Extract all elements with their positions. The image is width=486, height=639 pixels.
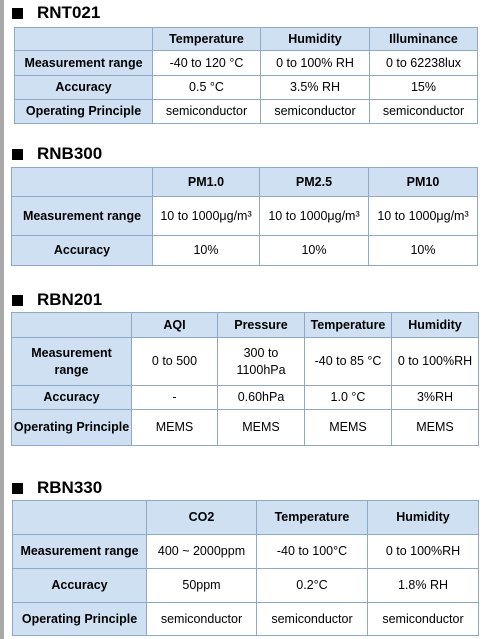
value-cell: semiconductor xyxy=(257,603,368,636)
header-cell: Temperature xyxy=(305,313,392,338)
value-cell: 0 to 500 xyxy=(132,338,218,386)
section-title-text: RNT021 xyxy=(37,3,101,22)
value-cell: semiconductor xyxy=(368,603,479,636)
section-title-text: RBN330 xyxy=(37,478,103,497)
spec-table-rnb300 xyxy=(11,167,478,266)
value-cell: semiconductor xyxy=(153,100,261,124)
table-header-row xyxy=(12,168,478,197)
value-cell: 3%RH xyxy=(392,386,479,410)
value-cell: semiconductor xyxy=(370,100,478,124)
value-cell: 10 to 1000μg/m³ xyxy=(369,197,478,236)
table-header-row xyxy=(13,501,479,535)
header-cell: Pressure xyxy=(218,313,305,338)
header-corner-cell xyxy=(12,313,132,338)
row-header-cell: Accuracy xyxy=(13,569,147,603)
header-corner-cell xyxy=(13,501,147,535)
header-cell: PM10 xyxy=(369,168,478,197)
value-cell: 1.8% RH xyxy=(368,569,479,603)
header-cell: Temperature xyxy=(153,28,261,51)
row-header-cell: Measurement range xyxy=(12,197,153,236)
value-cell: 0 to 62238lux xyxy=(370,51,478,76)
header-corner-cell xyxy=(15,28,153,51)
section-title-text: RNB300 xyxy=(37,144,103,163)
value-cell: 50ppm xyxy=(147,569,257,603)
value-cell: MEMS xyxy=(218,410,305,446)
value-cell: 3.5% RH xyxy=(261,76,370,100)
value-cell: 300 to 1100hPa xyxy=(218,338,305,386)
bullet-square-icon xyxy=(12,149,23,160)
header-cell: Illuminance xyxy=(370,28,478,51)
row-header-cell: Operating Principle xyxy=(12,410,132,446)
value-cell: semiconductor xyxy=(147,603,257,636)
header-corner-cell xyxy=(12,168,153,197)
value-cell: - xyxy=(132,386,218,410)
header-cell: AQI xyxy=(132,313,218,338)
value-cell: MEMS xyxy=(132,410,218,446)
value-cell: 0 to 100% RH xyxy=(261,51,370,76)
value-cell: semiconductor xyxy=(261,100,370,124)
header-cell: Humidity xyxy=(392,313,479,338)
row-header-cell: Measurement range xyxy=(12,338,132,386)
section-title-text: RBN201 xyxy=(37,290,103,309)
row-header-cell: Accuracy xyxy=(15,76,153,100)
value-cell: 10% xyxy=(260,236,369,266)
table-row xyxy=(12,338,479,386)
table-row xyxy=(12,386,479,410)
table-row xyxy=(15,76,478,100)
section-title-rbn330 xyxy=(12,478,102,498)
table-row xyxy=(12,236,478,266)
spec-table-rbn330 xyxy=(12,500,479,636)
value-cell: -40 to 120 °C xyxy=(153,51,261,76)
bullet-square-icon xyxy=(12,8,23,19)
value-cell: MEMS xyxy=(305,410,392,446)
spec-table-rnt021 xyxy=(14,27,478,124)
row-header-cell: Operating Principle xyxy=(15,100,153,124)
value-cell: 10% xyxy=(369,236,478,266)
value-cell: 15% xyxy=(370,76,478,100)
table-header-row xyxy=(15,28,478,51)
value-cell: MEMS xyxy=(392,410,479,446)
section-title-rnt021 xyxy=(12,3,100,23)
table-header-row xyxy=(12,313,479,338)
page-left-edge xyxy=(0,0,4,639)
header-cell: Temperature xyxy=(257,501,368,535)
row-header-cell: Accuracy xyxy=(12,236,153,266)
table-row xyxy=(13,603,479,636)
header-cell: PM2.5 xyxy=(260,168,369,197)
row-header-cell: Operating Principle xyxy=(13,603,147,636)
value-cell: 0.60hPa xyxy=(218,386,305,410)
table-row xyxy=(12,197,478,236)
value-cell: 0 to 100%RH xyxy=(392,338,479,386)
value-cell: -40 to 85 °C xyxy=(305,338,392,386)
header-cell: Humidity xyxy=(368,501,479,535)
section-title-rnb300 xyxy=(12,144,102,164)
table-row xyxy=(12,410,479,446)
bullet-square-icon xyxy=(12,295,23,306)
value-cell: 1.0 °C xyxy=(305,386,392,410)
header-cell: Humidity xyxy=(261,28,370,51)
value-cell: 10% xyxy=(153,236,260,266)
value-cell: -40 to 100°C xyxy=(257,535,368,569)
section-title-rbn201 xyxy=(12,290,102,310)
header-cell: CO2 xyxy=(147,501,257,535)
value-cell: 10 to 1000μg/m³ xyxy=(153,197,260,236)
value-cell: 10 to 1000μg/m³ xyxy=(260,197,369,236)
table-row xyxy=(15,51,478,76)
bullet-square-icon xyxy=(12,483,23,494)
table-row xyxy=(15,100,478,124)
value-cell: 0 to 100%RH xyxy=(368,535,479,569)
header-cell: PM1.0 xyxy=(153,168,260,197)
row-header-cell: Accuracy xyxy=(12,386,132,410)
value-cell: 0.5 °C xyxy=(153,76,261,100)
table-row xyxy=(13,535,479,569)
value-cell: 400 ~ 2000ppm xyxy=(147,535,257,569)
row-header-cell: Measurement range xyxy=(15,51,153,76)
table-row xyxy=(13,569,479,603)
value-cell: 0.2°C xyxy=(257,569,368,603)
spec-table-rbn201 xyxy=(11,312,479,446)
row-header-cell: Measurement range xyxy=(13,535,147,569)
